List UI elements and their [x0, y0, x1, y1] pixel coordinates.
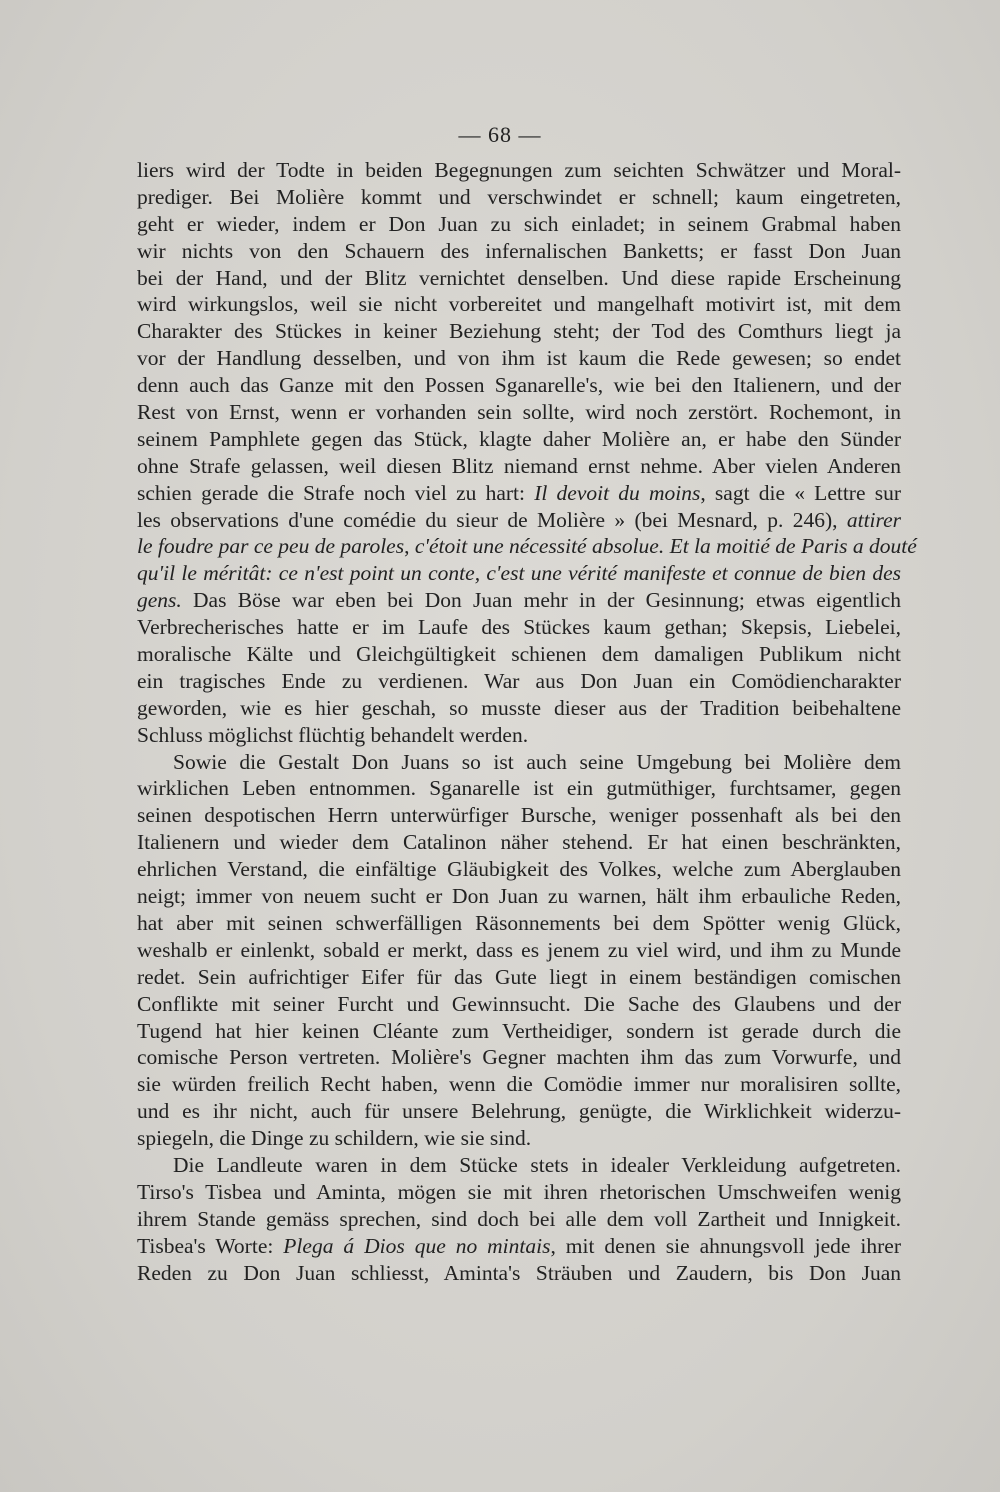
text-line — [137, 641, 901, 668]
text-line — [137, 345, 901, 372]
italic-text: Plega á Dios que no mintais — [283, 1233, 551, 1258]
text-segment: Verbrecherisches hatte er im Laufe des Stückes kaum gethan; Skepsis, Liebelei, — [137, 615, 901, 640]
text-line — [137, 883, 901, 910]
text-line — [137, 910, 901, 937]
text-segment: neigt; immer von neuem sucht er Don Juan zu warnen, hält ihm erbauliche Reden, — [137, 884, 901, 909]
text-line — [137, 1071, 901, 1098]
page-number: — 68 — — [458, 122, 542, 147]
text-segment: liers wird der Todte in beiden Begegnungen zum seichten Schwätzer und Moral- — [137, 158, 901, 182]
text-segment: Rest von Ernst, wenn er vorhanden sein sollte, wird noch zerstört. Rochemont, in — [137, 400, 901, 425]
text-segment: comische Person vertreten. Molière's Gegner machten ihm das zum Vorwurfe, und — [137, 1045, 901, 1070]
text-line — [137, 480, 901, 507]
text-line — [137, 695, 901, 722]
body-text — [137, 157, 917, 1286]
text-line — [137, 157, 901, 184]
text-line — [137, 426, 901, 453]
text-line — [137, 265, 901, 292]
text-line — [137, 1044, 901, 1071]
text-line — [137, 802, 901, 829]
text-line — [137, 372, 901, 399]
text-line — [137, 318, 901, 345]
text-line — [137, 1206, 901, 1233]
text-segment: Sowie die Gestalt Don Juans so ist auch seine Umgebung bei Molière dem — [173, 749, 901, 774]
text-segment: Tugend hat hier keinen Cléante zum Vertheidiger, sondern ist gerade durch die — [137, 1018, 901, 1043]
text-line — [137, 1098, 901, 1125]
text-segment: vor der Handlung desselben, und von ihm ist kaum die Rede gewesen; so endet — [137, 346, 901, 371]
text-line — [137, 238, 901, 265]
text-segment: ihrem Stande gemäss sprechen, sind doch bei alle dem voll Zartheit und Innigkeit. — [137, 1206, 901, 1231]
text-segment: bei der Hand, und der Blitz vernichtet denselben. Und diese rapide Erscheinung — [137, 265, 901, 290]
text-line — [137, 211, 901, 238]
text-segment: wird wirkungslos, weil sie nicht vorbereitet und mangelhaft motivirt ist, mit dem — [137, 292, 901, 317]
text-segment: Charakter des Stückes in keiner Beziehung steht; der Tod des Comthurs liegt ja — [137, 319, 901, 344]
text-line — [137, 560, 901, 587]
text-line — [137, 829, 901, 856]
text-line — [137, 1260, 901, 1287]
text-segment: ein tragisches Ende zu verdienen. War aus Don Juan ein Comödiencharakter — [137, 668, 901, 693]
text-segment: Schluss möglichst flüchtig behandelt werden. — [137, 722, 529, 747]
text-segment: Das Böse war eben bei Don Juan mehr in der Gesinnung; etwas eigentlich — [181, 588, 901, 613]
text-line — [137, 1233, 901, 1260]
text-line — [137, 964, 901, 991]
text-segment: und es ihr nicht, auch für unsere Belehrung, genügte, die Wirklichkeit widerzu- — [137, 1099, 901, 1124]
text-line — [137, 1179, 901, 1206]
text-line — [137, 1018, 901, 1045]
text-line — [137, 184, 901, 211]
text-segment: Die Landleute waren in dem Stücke stets in idealer Verkleidung aufgetreten. — [173, 1152, 901, 1177]
text-line — [137, 507, 901, 534]
text-segment: hat aber mit seinen schwerfälligen Räsonnements bei dem Spötter wenig Glück, — [137, 910, 901, 935]
italic-text: c'étoit une nécessité absolue. Et la moitié de Paris a douté — [414, 534, 917, 559]
text-line — [137, 1152, 901, 1179]
italic-text: gens. — [137, 588, 182, 613]
text-line — [137, 533, 917, 560]
text-segment: seinen despotischen Herrn unterwürfiger Bursche, weniger possenhaft als bei den — [137, 803, 901, 828]
text-line — [137, 775, 901, 802]
text-segment: wir nichts von den Schauern des infernalischen Banketts; er fasst Don Juan — [137, 238, 901, 263]
text-segment: , sagt die « Lettre sur — [700, 480, 901, 505]
text-segment: prediger. Bei Molière kommt und verschwindet er schnell; kaum eingetreten, — [137, 184, 901, 209]
text-segment: wirklichen Leben entnommen. Sganarelle ist ein gutmüthiger, furchtsamer, gegen — [137, 776, 901, 801]
text-line — [137, 668, 901, 695]
text-segment: , mit denen sie ahnungsvoll jede ihrer — [550, 1233, 901, 1258]
text-line — [137, 614, 901, 641]
text-line — [137, 937, 901, 964]
text-segment: Italienern und wieder dem Catalinon näher stehend. Er hat einen beschränkten, — [137, 830, 901, 855]
text-segment: denn auch das Ganze mit den Possen Sganarelle's, wie bei den Italienern, und der — [137, 373, 901, 398]
text-line — [137, 399, 901, 426]
text-segment: geworden, wie es hier geschah, so musste dieser aus der Tradition beibehaltene — [137, 695, 901, 720]
text-segment: schien gerade die Strafe noch viel zu hart: — [137, 480, 535, 505]
text-line — [137, 722, 901, 749]
text-segment: spiegeln, die Dinge zu schildern, wie sie sind. — [137, 1126, 532, 1151]
text-segment: Tisbea's Worte: — [137, 1233, 284, 1258]
text-segment: redet. Sein aufrichtiger Eifer für das Gute liegt in einem beständigen comischen — [137, 964, 901, 989]
text-segment: , — [404, 534, 415, 559]
text-segment: Conflikte mit seiner Furcht und Gewinnsucht. Die Sache des Glaubens und der — [137, 991, 901, 1016]
text-line — [137, 291, 901, 318]
italic-text: Il devoit du moins — [534, 480, 701, 505]
text-segment: les observations d'une comédie du sieur de Molière » (bei Mesnard, p. 246), — [137, 507, 847, 532]
text-line — [137, 587, 901, 614]
text-segment: Tirso's Tisbea und Aminta, mögen sie mit ihren rhetorischen Umschweifen wenig — [137, 1179, 901, 1204]
text-segment: weshalb er einlenkt, sobald er merkt, dass es jenem zu viel wird, und ihm zu Munde — [137, 937, 901, 962]
text-segment: seinem Pamphlete gegen das Stück, klagte daher Molière an, er habe den Sünder — [137, 426, 901, 451]
text-segment: ehrlichen Verstand, die einfältige Gläubigkeit des Volkes, welche zum Aberglauben — [137, 857, 901, 882]
italic-text: qu'il le méritât: ce n'est point un conte, c'est une vérité manifeste et connue de bien des — [137, 561, 901, 586]
text-line — [137, 991, 901, 1018]
text-segment: moralische Kälte und Gleichgültigkeit schienen dem damaligen Publikum nicht — [137, 642, 901, 667]
text-segment: Reden zu Don Juan schliesst, Aminta's Sträuben und Zaudern, bis Don Juan — [137, 1260, 901, 1285]
text-segment: geht er wieder, indem er Don Juan zu sich einladet; in seinem Grabmal haben — [137, 211, 901, 236]
text-segment: ohne Strafe gelassen, weil diesen Blitz niemand ernst nehme. Aber vielen Anderen — [137, 453, 901, 478]
text-line — [137, 1125, 901, 1152]
italic-text: le foudre par ce peu de paroles — [137, 534, 405, 559]
text-line — [137, 453, 901, 480]
italic-text: attirer — [846, 507, 901, 532]
text-segment: sie würden freilich Recht haben, wenn die Comödie immer nur moralisiren sollte, — [137, 1072, 901, 1097]
text-line — [137, 749, 901, 776]
text-line — [137, 856, 901, 883]
